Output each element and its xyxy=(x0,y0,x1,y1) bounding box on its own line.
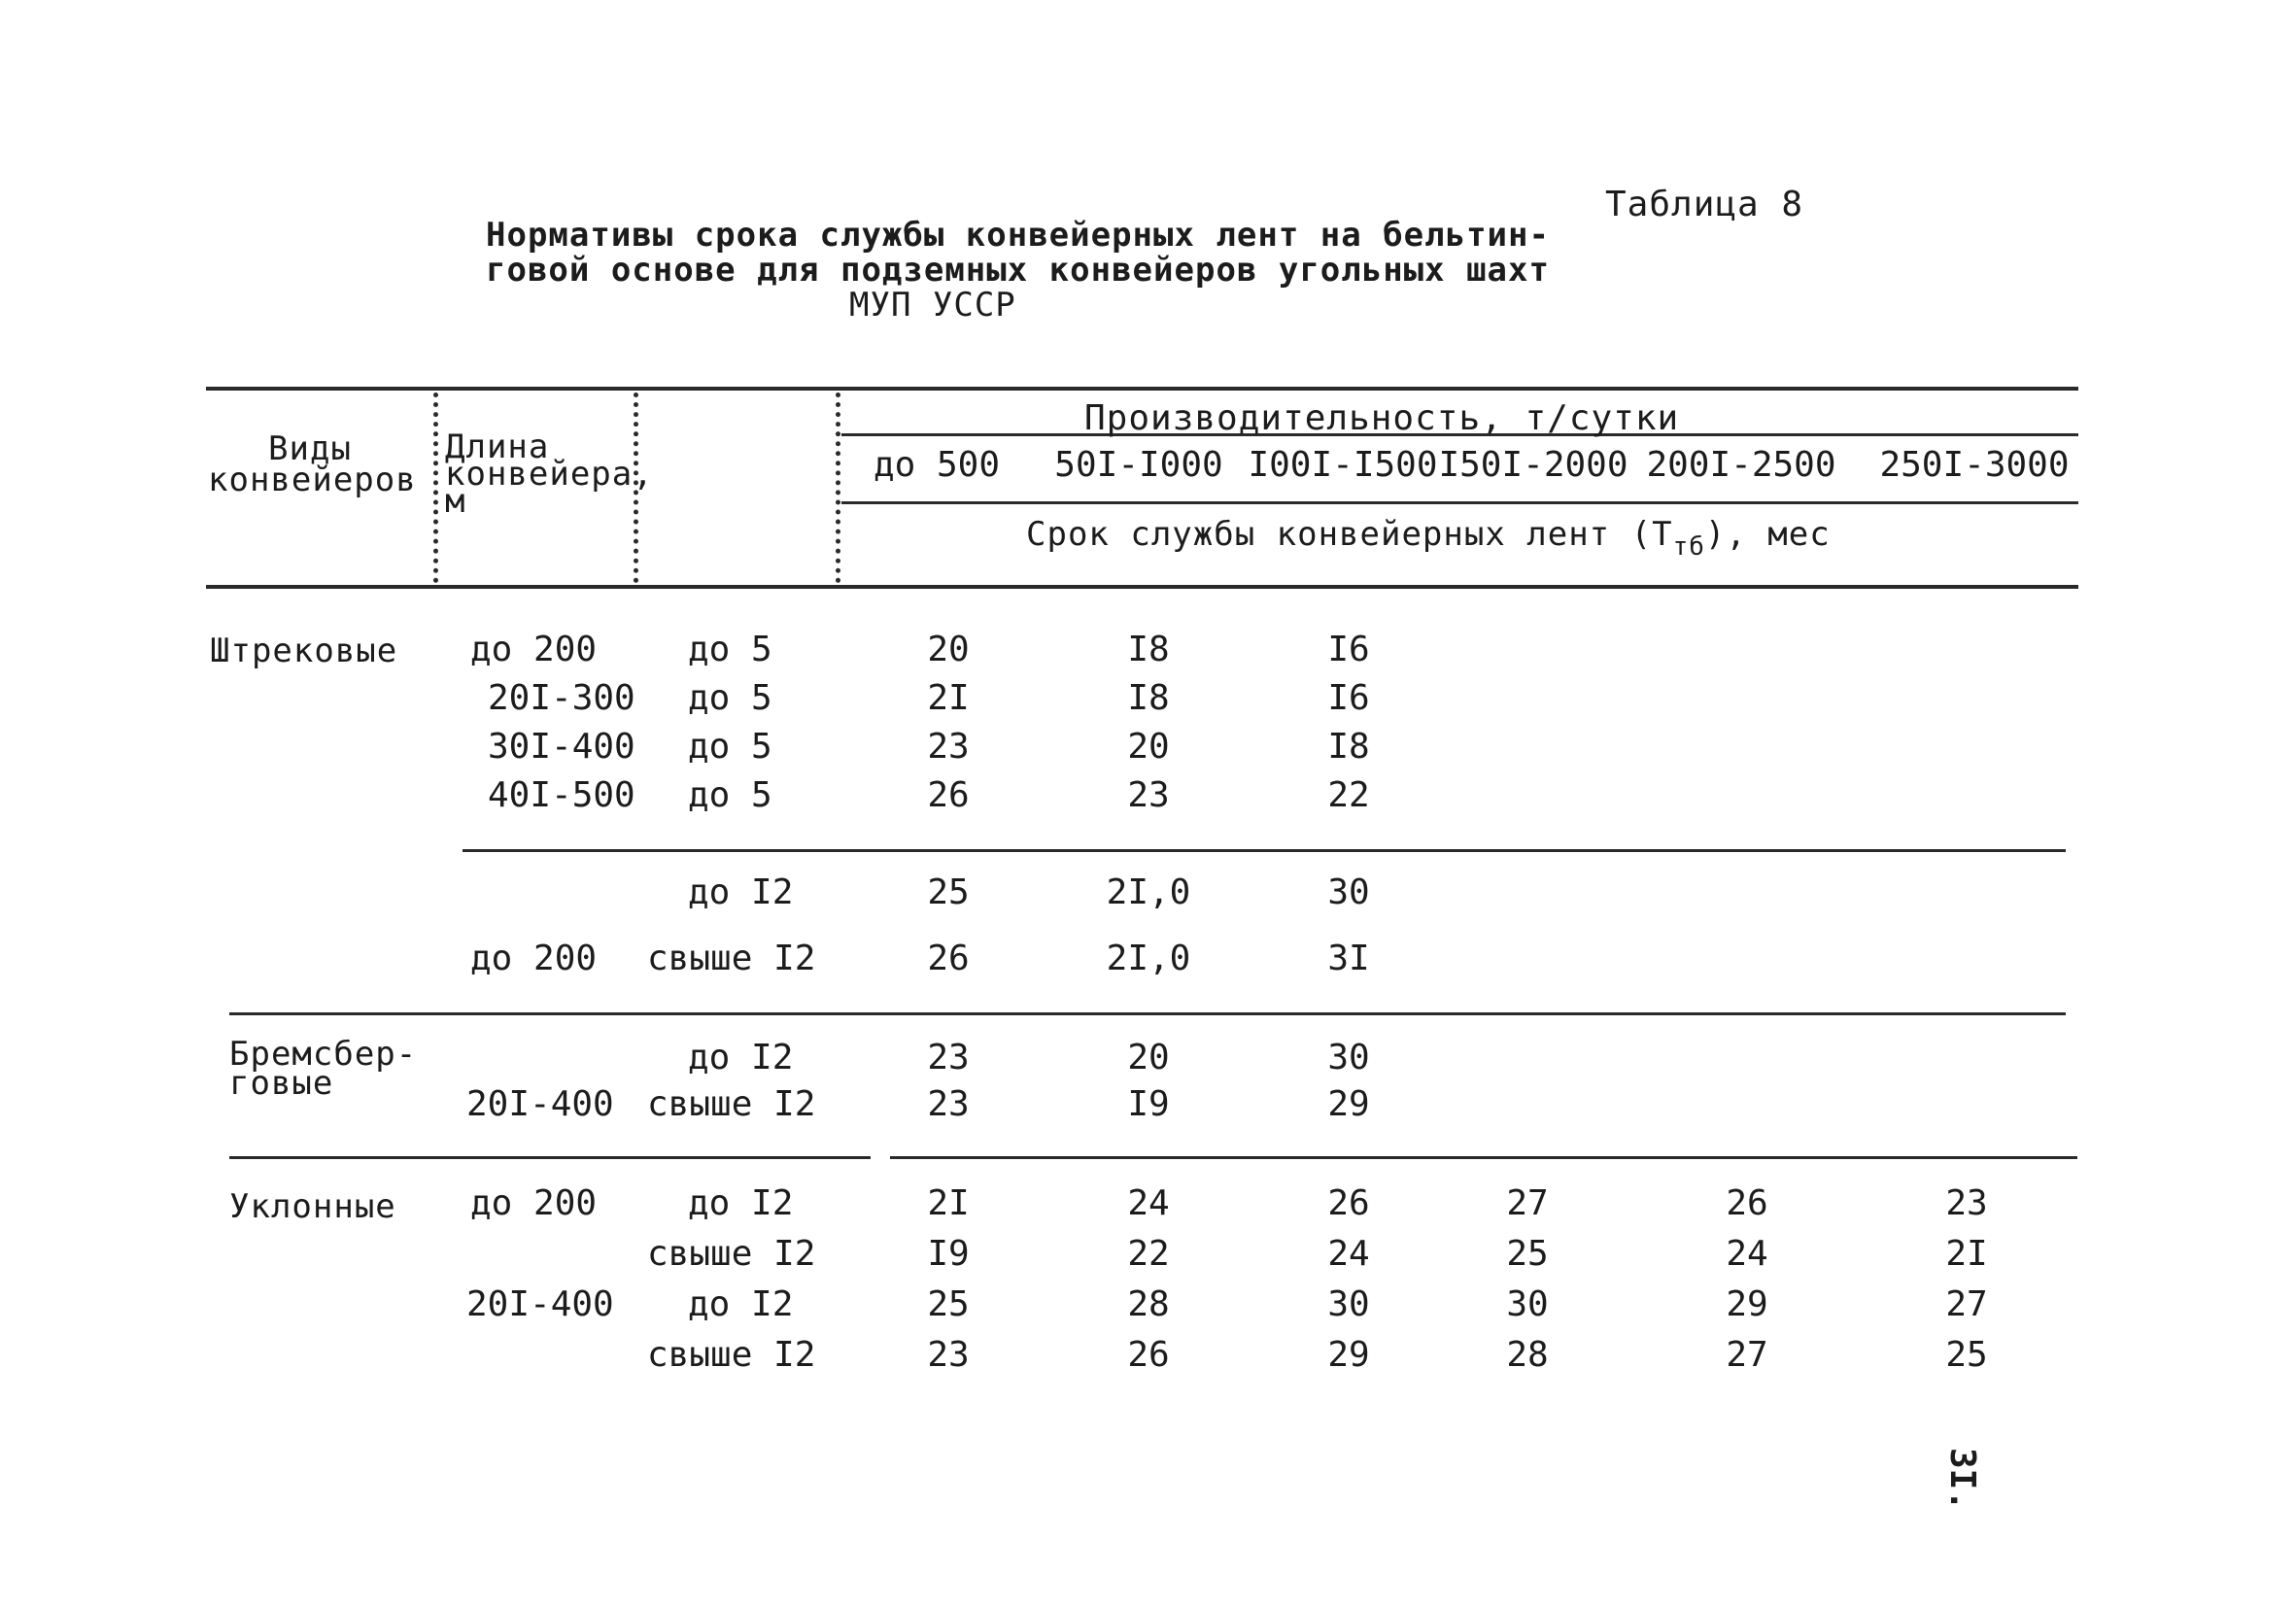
service-life-suffix: ), мес xyxy=(1704,515,1831,554)
angle-cell: до 5 xyxy=(688,775,772,815)
table-row xyxy=(0,939,2296,981)
angle-cell: свыше I2 xyxy=(647,1084,816,1124)
table-row xyxy=(0,630,2296,672)
table-row xyxy=(0,1284,2296,1327)
value-cell: I9 xyxy=(927,1234,970,1274)
value-cell: 3I xyxy=(1327,939,1370,978)
value-cell: 27 xyxy=(1506,1183,1549,1223)
angle-cell: до 5 xyxy=(688,727,772,767)
group-type-uklonnye: Уклонные xyxy=(229,1187,396,1226)
value-cell: 23 xyxy=(927,1335,970,1375)
table-top-rule xyxy=(206,387,2078,391)
angle-cell: до 5 xyxy=(688,630,772,669)
header-divider-1 xyxy=(433,393,438,583)
angle-cell: до I2 xyxy=(688,1284,794,1324)
header-bottom-rule xyxy=(206,585,2078,589)
value-cell: 2I xyxy=(927,678,970,718)
value-cell: 29 xyxy=(1327,1335,1370,1375)
angle-cell: свыше I2 xyxy=(647,1335,816,1375)
angle-cell: до 5 xyxy=(688,678,772,718)
angle-cell: до I2 xyxy=(688,872,794,912)
value-cell: I9 xyxy=(1127,1084,1170,1124)
group-rule xyxy=(890,1156,2077,1159)
table-row xyxy=(0,775,2296,818)
value-cell: 2I,0 xyxy=(1106,939,1191,978)
table-label: Таблица 8 xyxy=(1605,185,1804,224)
group-rule xyxy=(229,1012,2066,1015)
value-cell: 30 xyxy=(1327,872,1370,912)
subgroup-rule xyxy=(463,849,2066,852)
value-cell: I6 xyxy=(1327,630,1370,669)
table-row xyxy=(0,727,2296,769)
service-life-prefix: Срок службы конвейерных лент ( xyxy=(1026,515,1653,554)
value-cell: 24 xyxy=(1327,1234,1370,1274)
value-cell: 2I xyxy=(927,1183,970,1223)
page-number: 3I. xyxy=(1942,1448,1982,1512)
table-row xyxy=(0,1183,2296,1226)
value-cell: 20 xyxy=(927,630,970,669)
table-row xyxy=(0,1038,2296,1080)
table-row xyxy=(0,678,2296,721)
group-rule xyxy=(229,1156,871,1159)
table-row xyxy=(0,1335,2296,1378)
length-cell: 30I-400 xyxy=(488,727,635,767)
value-cell: 27 xyxy=(1726,1335,1768,1375)
header-divider-3 xyxy=(836,393,840,583)
group-type-bremsbergovye: Бремсбер- говые xyxy=(229,1035,418,1103)
value-cell: 27 xyxy=(1945,1284,1988,1324)
value-cell: 24 xyxy=(1726,1234,1768,1274)
length-cell: 40I-500 xyxy=(488,775,635,815)
length-cell: 20I-300 xyxy=(488,678,635,718)
length-cell: 20I-400 xyxy=(466,1084,614,1124)
value-cell: 30 xyxy=(1506,1284,1549,1324)
title-line-2: говой основе для подземных конвейеров угольных шахт xyxy=(486,251,1550,290)
range-header: 250I-3000 xyxy=(1879,445,2070,485)
value-cell: 22 xyxy=(1327,775,1370,815)
value-cell: 29 xyxy=(1327,1084,1370,1124)
value-cell: 25 xyxy=(1945,1335,1988,1375)
table-row xyxy=(0,1084,2296,1127)
value-cell: 24 xyxy=(1127,1183,1170,1223)
range-header: I00I-I500 xyxy=(1248,445,1438,485)
table-row xyxy=(0,872,2296,915)
value-cell: 20 xyxy=(1127,1038,1170,1077)
value-cell: 23 xyxy=(1127,775,1170,815)
length-cell: до 200 xyxy=(470,939,598,978)
ranges-rule xyxy=(841,501,2078,504)
angle-cell: до I2 xyxy=(688,1183,794,1223)
header-length: Длина конвейера, м xyxy=(445,427,654,521)
value-cell: 2I xyxy=(1945,1234,1988,1274)
value-cell: 26 xyxy=(1327,1183,1370,1223)
range-header: 50I-I000 xyxy=(1054,445,1223,485)
length-cell: до 200 xyxy=(470,630,598,669)
value-cell: 25 xyxy=(927,872,970,912)
service-life-sub: тб xyxy=(1672,532,1705,562)
table-row xyxy=(0,1234,2296,1277)
angle-cell: свыше I2 xyxy=(647,939,816,978)
value-cell: 26 xyxy=(1726,1183,1768,1223)
value-cell: 26 xyxy=(1127,1335,1170,1375)
length-cell: 20I-400 xyxy=(466,1284,614,1324)
value-cell: 2I,0 xyxy=(1106,872,1191,912)
value-cell: I6 xyxy=(1327,678,1370,718)
value-cell: 23 xyxy=(927,1038,970,1077)
value-cell: 20 xyxy=(1127,727,1170,767)
value-cell: 26 xyxy=(927,775,970,815)
range-header: 200I-2500 xyxy=(1646,445,1836,485)
value-cell: 30 xyxy=(1327,1284,1370,1324)
value-cell: 23 xyxy=(927,727,970,767)
angle-cell: до I2 xyxy=(688,1038,794,1077)
header-type: Виды конвейеров xyxy=(208,429,417,499)
value-cell: 25 xyxy=(927,1284,970,1324)
value-cell: 22 xyxy=(1127,1234,1170,1274)
group-type-shtrekovye: Штрековые xyxy=(210,632,398,670)
value-cell: 25 xyxy=(1506,1234,1549,1274)
range-header: до 500 xyxy=(873,445,1001,485)
title-line-3: МУП УССР xyxy=(849,286,1016,325)
angle-cell: свыше I2 xyxy=(647,1234,816,1274)
value-cell: 28 xyxy=(1127,1284,1170,1324)
value-cell: 23 xyxy=(1945,1183,1988,1223)
value-cell: I8 xyxy=(1327,727,1370,767)
service-life-symbol: T xyxy=(1652,515,1673,554)
length-cell: до 200 xyxy=(470,1183,598,1223)
value-cell: I8 xyxy=(1127,678,1170,718)
range-header: I50I-2000 xyxy=(1438,445,1628,485)
value-cell: 30 xyxy=(1327,1038,1370,1077)
value-cell: 28 xyxy=(1506,1335,1549,1375)
value-cell: 23 xyxy=(927,1084,970,1124)
value-cell: 29 xyxy=(1726,1284,1768,1324)
value-cell: 26 xyxy=(927,939,970,978)
value-cell: I8 xyxy=(1127,630,1170,669)
title-line-1: Нормативы срока службы конвейерных лент на бельтин- xyxy=(486,216,1550,255)
header-productivity: Производительность, т/сутки xyxy=(1084,398,1680,438)
header-service-life xyxy=(1026,515,1831,562)
